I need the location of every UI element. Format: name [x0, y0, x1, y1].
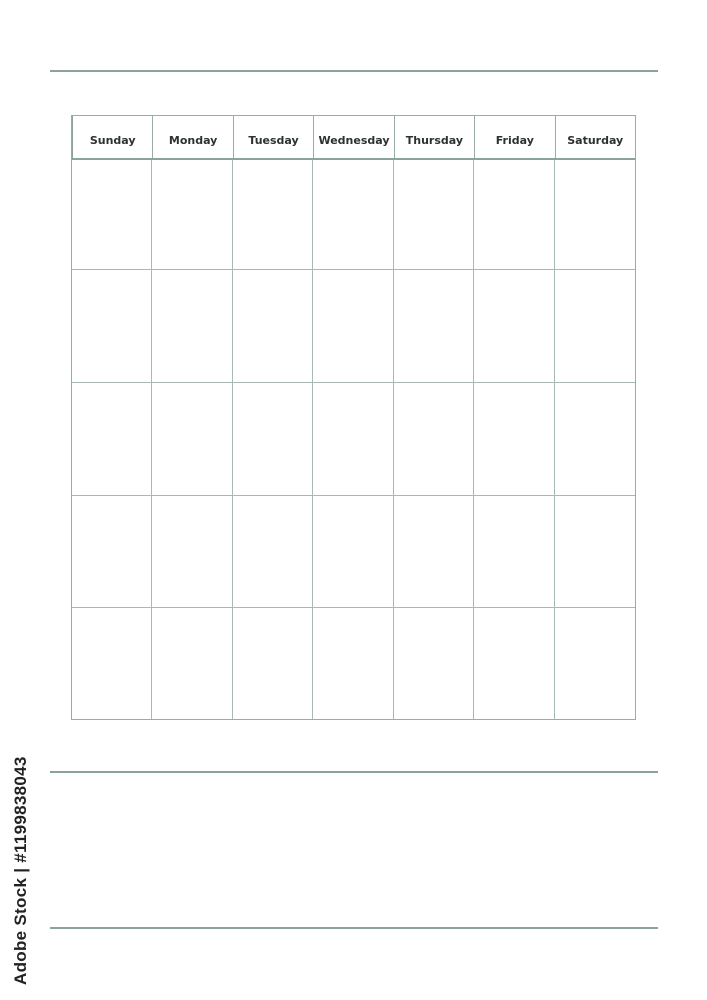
calendar-day-cell: [72, 160, 152, 270]
calendar-day-cell: [394, 383, 474, 496]
calendar-day-cell: [152, 608, 232, 719]
calendar-day-cell: [233, 270, 313, 383]
calendar-day-cell: [72, 496, 152, 608]
calendar-day-cell: [474, 496, 554, 608]
calendar-day-cell: [555, 270, 635, 383]
calendar-day-cell: [233, 383, 313, 496]
calendar-day-cell: [474, 270, 554, 383]
calendar-grid: [71, 115, 636, 720]
weekday-thursday: Thursday: [395, 116, 475, 158]
calendar-day-cell: [152, 270, 232, 383]
calendar-day-cell: [72, 270, 152, 383]
calendar-day-cell: [555, 608, 635, 719]
top-rule: [50, 70, 658, 72]
calendar-day-cell: [72, 608, 152, 719]
calendar-day-cell: [474, 383, 554, 496]
calendar-day-cell: [152, 160, 232, 270]
calendar-day-cell: [313, 383, 393, 496]
weekday-wednesday: Wednesday: [314, 116, 394, 158]
calendar-day-cell: [313, 496, 393, 608]
weekday-header-row: [72, 116, 635, 160]
calendar-day-cell: [394, 608, 474, 719]
calendar-day-cell: [152, 383, 232, 496]
calendar-day-cell: [394, 270, 474, 383]
calendar-day-cell: [152, 496, 232, 608]
calendar-day-cell: [72, 383, 152, 496]
weekday-monday: Monday: [153, 116, 233, 158]
calendar-day-cell: [555, 160, 635, 270]
calendar-day-cell: [233, 496, 313, 608]
calendar-day-cell: [233, 160, 313, 270]
calendar-day-cell: [555, 496, 635, 608]
notes-bottom-rule: [50, 927, 658, 929]
weekday-tuesday: Tuesday: [234, 116, 314, 158]
calendar-day-cell: [313, 270, 393, 383]
calendar-day-cell: [474, 160, 554, 270]
weekday-sunday: Sunday: [72, 116, 153, 158]
calendar-day-cell: [313, 608, 393, 719]
calendar-day-cell: [394, 160, 474, 270]
calendar-day-cell: [313, 160, 393, 270]
calendar-day-cell: [555, 383, 635, 496]
calendar-body: [72, 160, 635, 719]
weekday-friday: Friday: [475, 116, 555, 158]
calendar-day-cell: [474, 608, 554, 719]
stock-id-watermark: Adobe Stock | #1199838043: [11, 756, 30, 985]
notes-top-rule: [50, 771, 658, 773]
calendar-day-cell: [233, 608, 313, 719]
weekday-saturday: Saturday: [567, 133, 624, 147]
calendar-day-cell: [394, 496, 474, 608]
